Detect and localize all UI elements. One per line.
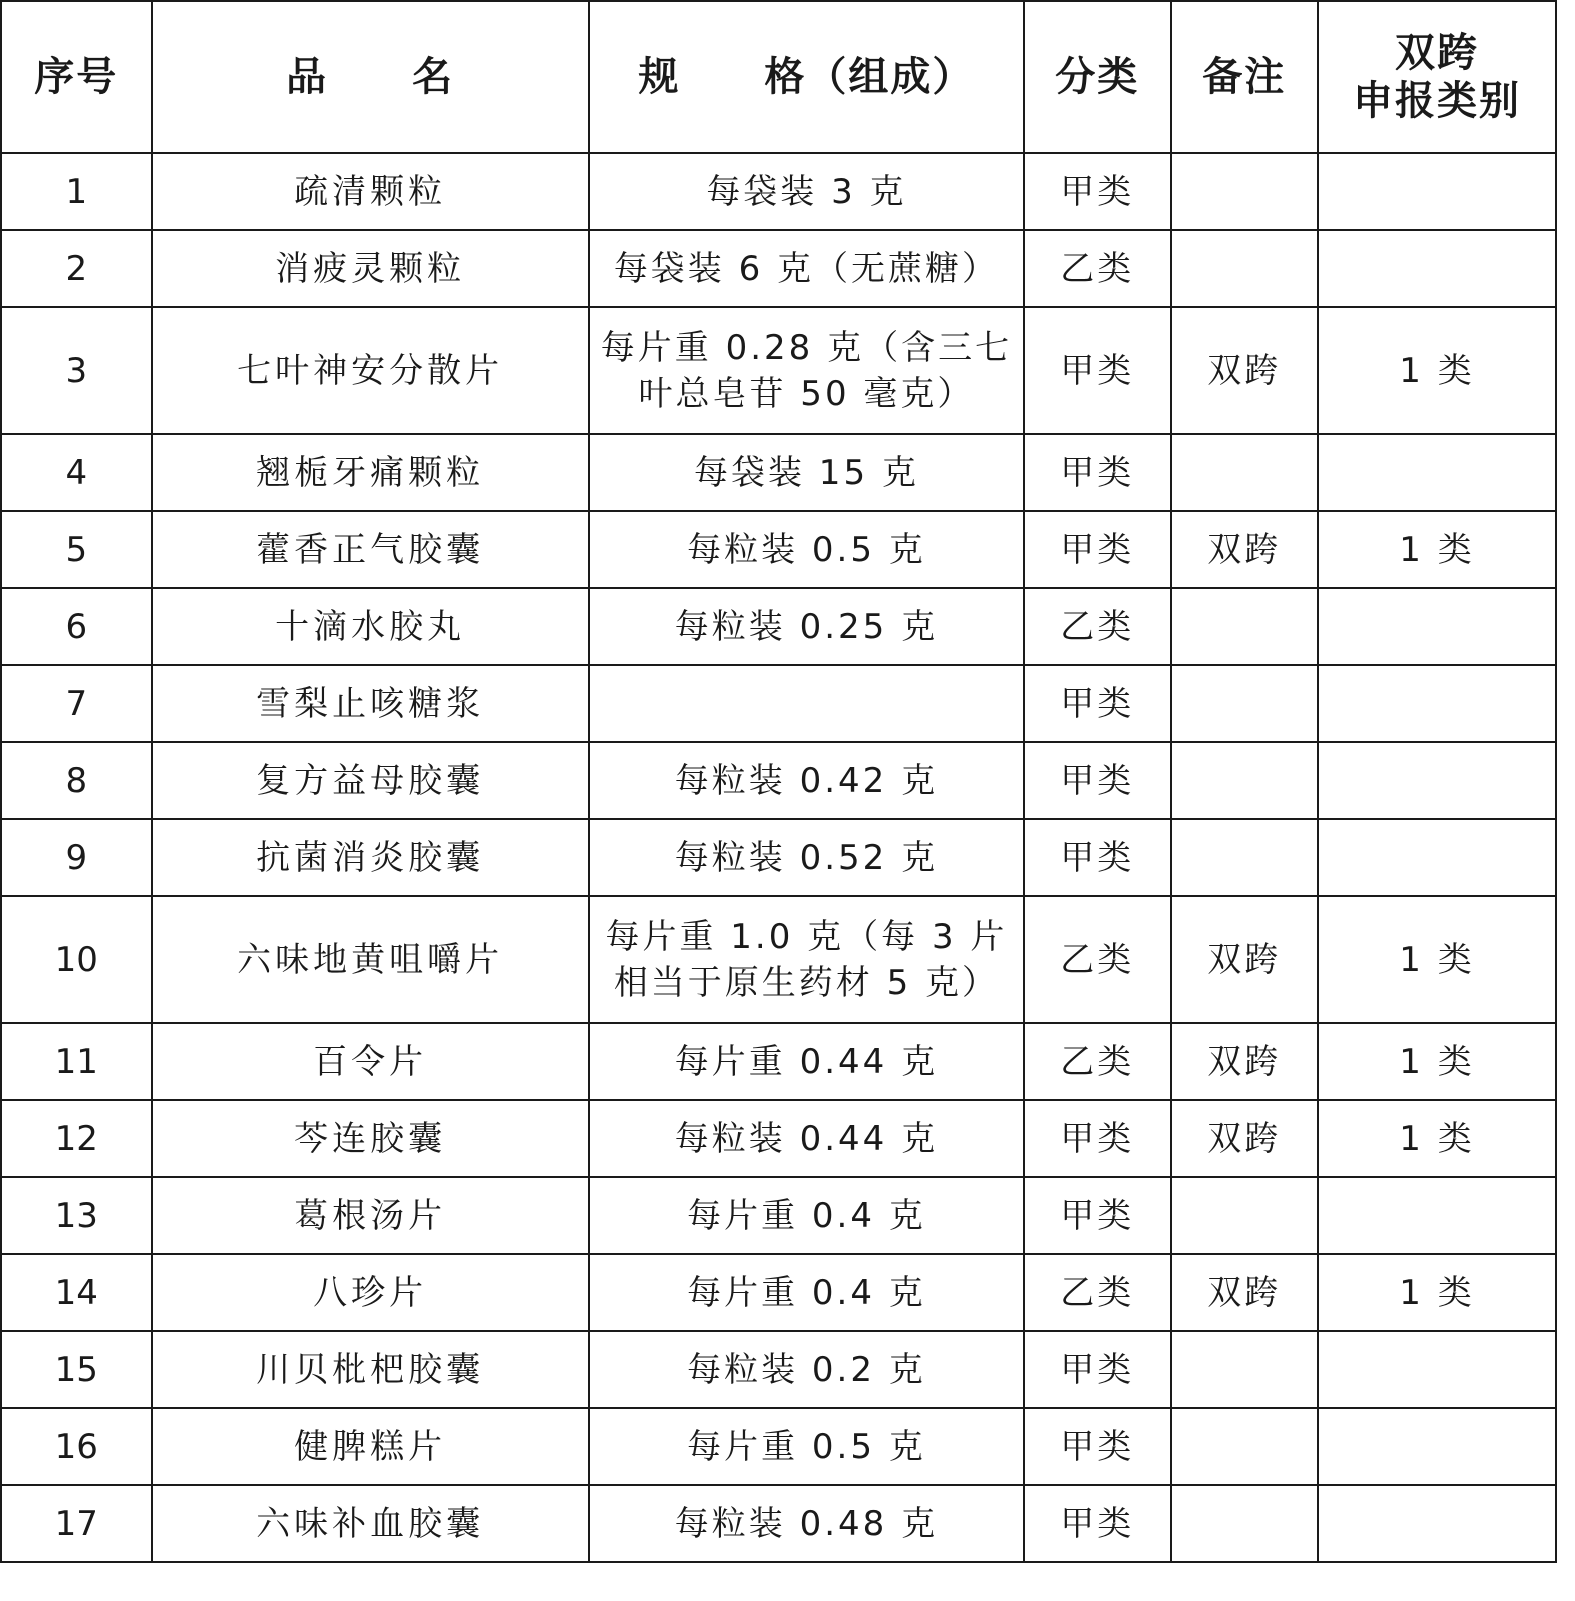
cell-note bbox=[1171, 153, 1318, 230]
cell-drug-name: 葛根汤片 bbox=[152, 1177, 589, 1254]
cell-note bbox=[1171, 1331, 1318, 1408]
cell-declaration-type: 1 类 bbox=[1318, 1023, 1556, 1100]
cell-seq: 13 bbox=[1, 1177, 152, 1254]
cell-drug-name: 百令片 bbox=[152, 1023, 589, 1100]
cell-note bbox=[1171, 588, 1318, 665]
cell-category: 乙类 bbox=[1024, 230, 1170, 307]
cell-specification: 每粒装 0.44 克 bbox=[589, 1100, 1024, 1177]
cell-drug-name: 消疲灵颗粒 bbox=[152, 230, 589, 307]
cell-category: 甲类 bbox=[1024, 1331, 1170, 1408]
cell-specification: 每袋装 15 克 bbox=[589, 434, 1024, 511]
cell-category: 甲类 bbox=[1024, 511, 1170, 588]
cell-specification: 每粒装 0.42 克 bbox=[589, 742, 1024, 819]
cell-declaration-type: 1 类 bbox=[1318, 511, 1556, 588]
cell-declaration-type bbox=[1318, 153, 1556, 230]
cell-specification: 每片重 0.28 克（含三七叶总皂苷 50 毫克） bbox=[589, 307, 1024, 434]
cell-specification: 每粒装 0.48 克 bbox=[589, 1485, 1024, 1562]
table-row bbox=[1, 1331, 1556, 1408]
cell-specification: 每片重 0.4 克 bbox=[589, 1254, 1024, 1331]
cell-drug-name: 翘栀牙痛颗粒 bbox=[152, 434, 589, 511]
cell-drug-name: 七叶神安分散片 bbox=[152, 307, 589, 434]
header-type-line2: 申报类别 bbox=[1352, 78, 1521, 124]
cell-declaration-type: 1 类 bbox=[1318, 307, 1556, 434]
header-type-line1: 双跨 bbox=[1394, 30, 1479, 76]
cell-declaration-type bbox=[1318, 588, 1556, 665]
cell-category: 甲类 bbox=[1024, 742, 1170, 819]
cell-category: 乙类 bbox=[1024, 588, 1170, 665]
table-row bbox=[1, 665, 1556, 742]
cell-seq: 15 bbox=[1, 1331, 152, 1408]
cell-specification: 每粒装 0.5 克 bbox=[589, 511, 1024, 588]
cell-drug-name: 六味补血胶囊 bbox=[152, 1485, 589, 1562]
cell-category: 甲类 bbox=[1024, 665, 1170, 742]
cell-drug-name: 疏清颗粒 bbox=[152, 153, 589, 230]
table-row bbox=[1, 1177, 1556, 1254]
cell-specification: 每粒装 0.25 克 bbox=[589, 588, 1024, 665]
cell-category: 甲类 bbox=[1024, 1408, 1170, 1485]
cell-specification: 每片重 0.5 克 bbox=[589, 1408, 1024, 1485]
table-row bbox=[1, 588, 1556, 665]
cell-category: 甲类 bbox=[1024, 153, 1170, 230]
cell-note: 双跨 bbox=[1171, 307, 1318, 434]
table-row bbox=[1, 511, 1556, 588]
table-row bbox=[1, 1254, 1556, 1331]
cell-drug-name: 川贝枇杷胶囊 bbox=[152, 1331, 589, 1408]
cell-category: 乙类 bbox=[1024, 896, 1170, 1023]
cell-declaration-type bbox=[1318, 230, 1556, 307]
cell-note: 双跨 bbox=[1171, 511, 1318, 588]
cell-note bbox=[1171, 742, 1318, 819]
cell-seq: 11 bbox=[1, 1023, 152, 1100]
cell-note bbox=[1171, 230, 1318, 307]
header-spec: 规 格（组成） bbox=[589, 1, 1024, 153]
cell-note: 双跨 bbox=[1171, 1100, 1318, 1177]
table-row bbox=[1, 896, 1556, 1023]
table-row bbox=[1, 819, 1556, 896]
cell-specification: 每片重 0.4 克 bbox=[589, 1177, 1024, 1254]
cell-note: 双跨 bbox=[1171, 896, 1318, 1023]
cell-drug-name: 抗菌消炎胶囊 bbox=[152, 819, 589, 896]
cell-note bbox=[1171, 1408, 1318, 1485]
cell-specification bbox=[589, 665, 1024, 742]
table-row bbox=[1, 434, 1556, 511]
cell-specification: 每粒装 0.2 克 bbox=[589, 1331, 1024, 1408]
cell-note: 双跨 bbox=[1171, 1023, 1318, 1100]
cell-seq: 5 bbox=[1, 511, 152, 588]
cell-note bbox=[1171, 1177, 1318, 1254]
cell-note bbox=[1171, 665, 1318, 742]
cell-seq: 4 bbox=[1, 434, 152, 511]
table-header bbox=[1, 1, 1556, 153]
table-body bbox=[1, 153, 1556, 1562]
header-name: 品 名 bbox=[152, 1, 589, 153]
cell-drug-name: 健脾糕片 bbox=[152, 1408, 589, 1485]
cell-seq: 3 bbox=[1, 307, 152, 434]
cell-declaration-type bbox=[1318, 742, 1556, 819]
table-row bbox=[1, 1023, 1556, 1100]
cell-declaration-type: 1 类 bbox=[1318, 896, 1556, 1023]
header-seq: 序号 bbox=[1, 1, 152, 153]
cell-declaration-type bbox=[1318, 434, 1556, 511]
header-note: 备注 bbox=[1171, 1, 1318, 153]
cell-declaration-type bbox=[1318, 819, 1556, 896]
cell-declaration-type: 1 类 bbox=[1318, 1254, 1556, 1331]
cell-declaration-type bbox=[1318, 665, 1556, 742]
cell-note: 双跨 bbox=[1171, 1254, 1318, 1331]
cell-seq: 17 bbox=[1, 1485, 152, 1562]
cell-seq: 16 bbox=[1, 1408, 152, 1485]
cell-seq: 14 bbox=[1, 1254, 152, 1331]
cell-drug-name: 六味地黄咀嚼片 bbox=[152, 896, 589, 1023]
table-row bbox=[1, 307, 1556, 434]
cell-note bbox=[1171, 434, 1318, 511]
table-row bbox=[1, 153, 1556, 230]
table-row bbox=[1, 1100, 1556, 1177]
cell-seq: 8 bbox=[1, 742, 152, 819]
cell-category: 甲类 bbox=[1024, 307, 1170, 434]
header-category: 分类 bbox=[1024, 1, 1170, 153]
cell-declaration-type bbox=[1318, 1485, 1556, 1562]
cell-declaration-type bbox=[1318, 1177, 1556, 1254]
cell-category: 甲类 bbox=[1024, 819, 1170, 896]
cell-category: 乙类 bbox=[1024, 1254, 1170, 1331]
cell-category: 甲类 bbox=[1024, 1485, 1170, 1562]
cell-specification: 每片重 1.0 克（每 3 片相当于原生药材 5 克） bbox=[589, 896, 1024, 1023]
table-row bbox=[1, 1408, 1556, 1485]
cell-category: 甲类 bbox=[1024, 1177, 1170, 1254]
cell-drug-name: 雪梨止咳糖浆 bbox=[152, 665, 589, 742]
cell-category: 甲类 bbox=[1024, 1100, 1170, 1177]
cell-declaration-type bbox=[1318, 1331, 1556, 1408]
table-row bbox=[1, 230, 1556, 307]
table-row bbox=[1, 742, 1556, 819]
cell-declaration-type: 1 类 bbox=[1318, 1100, 1556, 1177]
cell-seq: 10 bbox=[1, 896, 152, 1023]
cell-note bbox=[1171, 819, 1318, 896]
cell-category: 甲类 bbox=[1024, 434, 1170, 511]
cell-specification: 每粒装 0.52 克 bbox=[589, 819, 1024, 896]
cell-specification: 每袋装 3 克 bbox=[589, 153, 1024, 230]
cell-seq: 1 bbox=[1, 153, 152, 230]
cell-drug-name: 复方益母胶囊 bbox=[152, 742, 589, 819]
cell-seq: 6 bbox=[1, 588, 152, 665]
cell-drug-name: 十滴水胶丸 bbox=[152, 588, 589, 665]
cell-declaration-type bbox=[1318, 1408, 1556, 1485]
cell-specification: 每袋装 6 克（无蔗糖） bbox=[589, 230, 1024, 307]
cell-note bbox=[1171, 1485, 1318, 1562]
cell-drug-name: 藿香正气胶囊 bbox=[152, 511, 589, 588]
cell-seq: 7 bbox=[1, 665, 152, 742]
cell-category: 乙类 bbox=[1024, 1023, 1170, 1100]
cell-seq: 9 bbox=[1, 819, 152, 896]
header-type bbox=[1318, 1, 1556, 153]
cell-drug-name: 芩连胶囊 bbox=[152, 1100, 589, 1177]
table-row bbox=[1, 1485, 1556, 1562]
cell-drug-name: 八珍片 bbox=[152, 1254, 589, 1331]
cell-seq: 12 bbox=[1, 1100, 152, 1177]
cell-seq: 2 bbox=[1, 230, 152, 307]
header-row bbox=[1, 1, 1556, 153]
cell-specification: 每片重 0.44 克 bbox=[589, 1023, 1024, 1100]
